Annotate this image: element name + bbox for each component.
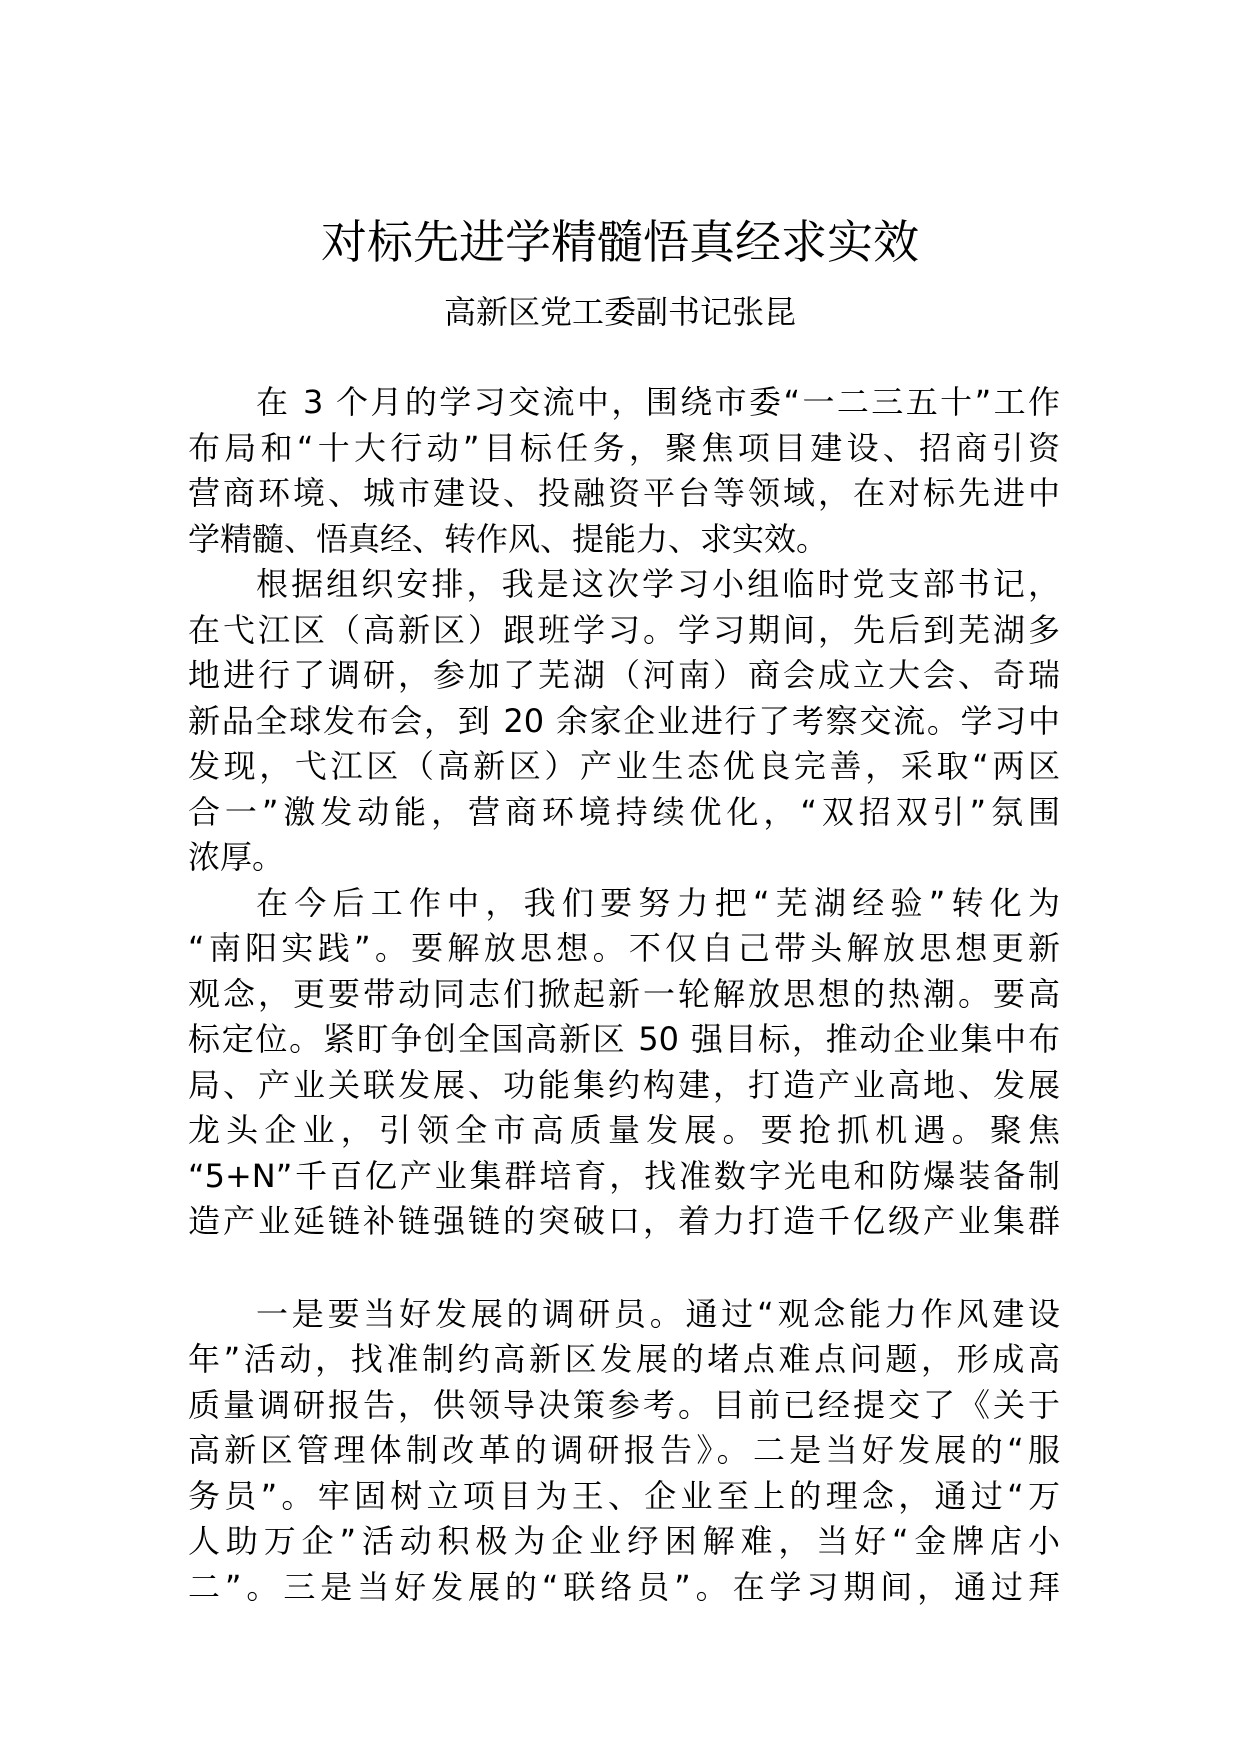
text-line: “南阳实践”。要解放思想。不仅自己带头解放思想更新 [188,929,1060,967]
text-line: 浓厚。 [188,838,285,876]
paragraph-1 [188,380,1060,562]
text-line: 年”活动，找准制约高新区发展的堵点难点问题，形成高 [188,1340,1060,1378]
text-line: 龙头企业，引领全市高质量发展。要抢抓机遇。聚焦 [188,1111,1060,1149]
document-title: 对标先进学精髓悟真经求实效 [321,215,919,269]
text-line: 新品全球发布会，到 20 余家企业进行了考察交流。学习中 [188,701,1060,740]
text-line: 发现，弋江区（高新区）产业生态优良完善，采取“两区 [188,747,1060,785]
text-line: 布局和“十大行动”目标任务，聚焦项目建设、招商引资 [188,428,1060,467]
text-line: 在弋江区（高新区）跟班学习。学习期间，先后到芜湖多 [188,610,1060,649]
paragraph-3 [188,881,1060,1245]
document-author: 高新区党工委副书记张昆 [443,293,796,331]
text-line: 质量调研报告，供领导决策参考。目前已经提交了《关于 [188,1385,1060,1424]
text-line: 务员”。牢固树立项目为王、企业至上的理念，通过“万 [188,1476,1060,1515]
text-line: 根据组织安排，我是这次学习小组临时党支部书记， [256,565,1060,603]
text-line: 人助万企”活动积极为企业纾困解难，当好“金牌店小 [188,1522,1060,1560]
text-line: 营商环境、城市建设、投融资平台等领域，在对标先进中 [188,474,1060,512]
text-line: 在 3 个月的学习交流中，围绕市委“一二三五十”工作 [256,383,1060,421]
text-line: 二”。三是当好发展的“联络员”。在学习期间，通过拜 [188,1567,1060,1606]
text-line: 学精髓、悟真经、转作风、提能力、求实效。 [188,519,829,558]
text-line: 地进行了调研，参加了芜湖（河南）商会成立大会、奇瑞 [188,656,1060,694]
paragraph-gap [188,1245,1060,1292]
text-line: 局、产业关联发展、功能集约构建，打造产业高地、发展 [188,1065,1060,1104]
text-line: 造产业延链补链强链的突破口，着力打造千亿级产业集群 [188,1202,1060,1240]
text-line: “5+N”千百亿产业集群培育，找准数字光电和防爆装备制 [188,1156,1060,1195]
text-line: 观念，更要带动同志们掀起新一轮解放思想的热潮。要高 [188,974,1060,1013]
paragraph-4 [188,1292,1060,1611]
text-line: 高新区管理体制改革的调研报告》。二是当好发展的“服 [188,1431,1060,1469]
text-line: 在今后工作中，我们要努力把“芜湖经验”转化为 [256,883,1060,922]
paragraph-2 [188,562,1060,881]
document-body [188,380,1060,1610]
text-line: 标定位。紧盯争创全国高新区 50 强目标，推动企业集中布 [188,1020,1060,1058]
text-line: 一是要当好发展的调研员。通过“观念能力作风建设 [256,1294,1060,1333]
text-line: 合一”激发动能，营商环境持续优化，“双招双引”氛围 [188,792,1060,831]
